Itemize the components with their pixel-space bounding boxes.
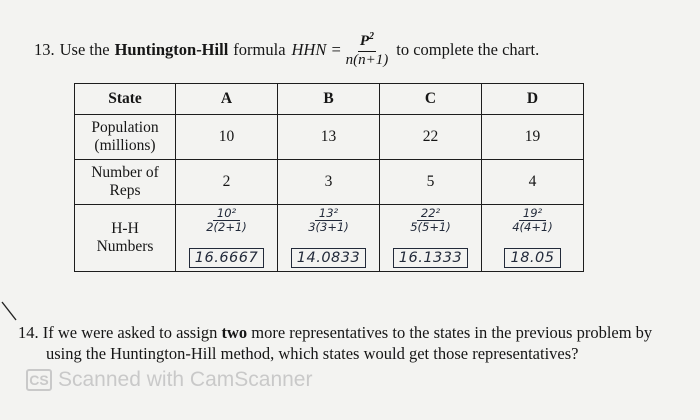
reps-c: 5 — [380, 160, 482, 205]
hh-work-den: 2(2+1) — [206, 219, 247, 234]
hh-work-num: 22² — [417, 208, 444, 221]
problem-14-line1-post: more representatives to the states in the previous problem by — [251, 323, 653, 342]
problem-14-line1-pre: If we were asked to assign — [42, 323, 218, 342]
problem-13-number: 13. — [34, 40, 55, 59]
hh-cell-d — [482, 205, 584, 272]
hh-result-b: 14.0833 — [291, 248, 366, 268]
table-row — [75, 205, 584, 272]
reps-label-line1: Number of — [91, 164, 159, 182]
camscanner-watermark — [26, 368, 312, 392]
formula-num-base: P — [359, 32, 370, 49]
problem-13-prompt — [34, 28, 539, 72]
hh-work-num: 13² — [315, 208, 342, 221]
problem-13-text-before: Use the — [59, 40, 110, 59]
hh-cell-b — [278, 205, 380, 272]
formula-denominator: n(n+1) — [345, 51, 389, 68]
population-b: 13 — [278, 115, 380, 160]
table-row — [75, 160, 584, 205]
formula-word: formula — [233, 40, 286, 59]
hh-label — [75, 205, 176, 272]
hh-work-num: 10² — [213, 208, 240, 221]
formula-lhs: HHN = — [291, 40, 342, 59]
population-label — [75, 115, 176, 160]
problem-14-line2: using the Huntington-Hill method, which states would get those representatives? — [46, 344, 579, 363]
header-state-label: State — [75, 84, 176, 115]
reps-a: 2 — [176, 160, 278, 205]
formula-num-exponent: 2 — [369, 30, 375, 42]
reps-label — [75, 160, 176, 205]
hh-result-a: 16.6667 — [189, 248, 264, 268]
header-state-b: B — [278, 84, 380, 115]
problem-14-prompt — [18, 322, 698, 364]
population-label-line2: (millions) — [94, 137, 156, 154]
hh-result-d: 18.05 — [504, 248, 560, 268]
camscanner-logo-icon: CS — [26, 369, 52, 391]
population-c: 22 — [380, 115, 482, 160]
hh-cell-c — [380, 205, 482, 272]
hh-label-line1: H-H — [111, 220, 139, 238]
hh-result-c: 16.1333 — [393, 248, 468, 268]
hh-work-b — [308, 208, 349, 233]
population-d: 19 — [482, 115, 584, 160]
formula-numerator — [358, 32, 376, 52]
header-state-d: D — [482, 84, 584, 115]
table-header-row — [75, 84, 584, 115]
hh-work-den: 3(3+1) — [308, 219, 349, 234]
population-label-line1: Population — [91, 119, 159, 137]
reps-d: 4 — [482, 160, 584, 205]
watermark-text: Scanned with CamScanner — [58, 368, 313, 391]
hh-work-den: 4(4+1) — [512, 219, 553, 234]
hhn-formula — [292, 32, 389, 69]
hh-work-c — [410, 208, 451, 233]
header-state-a: A — [176, 84, 278, 115]
hh-cell-a — [176, 205, 278, 272]
reps-label-line2: Reps — [109, 182, 141, 199]
hh-work-num: 19² — [519, 208, 546, 221]
hh-work-d — [512, 208, 553, 233]
population-a: 10 — [176, 115, 278, 160]
header-state-c: C — [380, 84, 482, 115]
hh-work-den: 5(5+1) — [410, 219, 451, 234]
huntington-hill-table — [74, 83, 584, 272]
hh-work-a — [206, 208, 247, 233]
problem-14-emphasis: two — [221, 323, 248, 342]
margin-tick-icon — [0, 300, 18, 322]
reps-b: 3 — [278, 160, 380, 205]
hh-label-line2: Numbers — [96, 238, 154, 255]
formula-fraction — [346, 32, 389, 69]
problem-13-text-after: to complete the chart. — [396, 40, 540, 59]
table-row — [75, 115, 584, 160]
problem-14-number: 14. — [18, 323, 39, 342]
problem-14-line1 — [18, 322, 698, 343]
method-name: Huntington-Hill — [114, 40, 229, 59]
